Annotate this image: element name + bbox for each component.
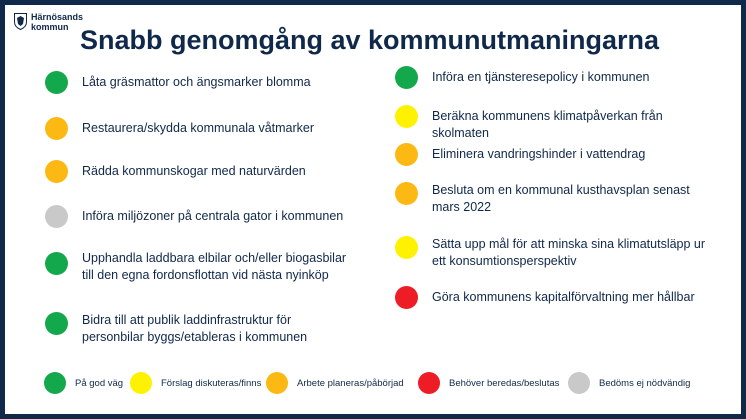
item-text: Sätta upp mål för att minska sina klimatutsläpp ur ett konsumtionsperspektiv	[432, 237, 706, 268]
item-text: Införa miljözoner på centrala gator i kommunen	[82, 209, 344, 223]
status-dot-icon	[395, 66, 418, 89]
status-dot-icon	[395, 236, 418, 259]
item-text: Bidra till att publik laddinfrastruktur för personbilar byggs/etableras i kommunen	[82, 313, 308, 344]
status-dot-icon	[395, 182, 418, 205]
status-dot-icon	[130, 372, 152, 394]
list-item	[395, 182, 712, 216]
list-item	[395, 236, 712, 270]
status-dot-icon	[45, 205, 68, 228]
status-dot-icon	[266, 372, 288, 394]
item-text: Upphandla laddbara elbilar och/eller biogasbilar till den egna fordonsflottan vid nästa nyinköp	[82, 251, 347, 282]
item-text: Restaurera/skydda kommunala våtmarker	[82, 121, 315, 135]
coat-of-arms-icon	[14, 13, 27, 30]
status-dot-icon	[45, 71, 68, 94]
item-text: Införa en tjänsteresepolicy i kommunen	[432, 70, 650, 84]
list-item	[45, 160, 352, 183]
status-dot-icon	[45, 117, 68, 140]
list-item	[395, 105, 712, 142]
legend-label: Förslag diskuteras/finns	[161, 377, 262, 389]
status-dot-icon	[395, 105, 418, 128]
list-item	[45, 205, 352, 228]
status-dot-icon	[45, 160, 68, 183]
legend-label: Behöver beredas/beslutas	[449, 377, 560, 389]
status-dot-icon	[395, 143, 418, 166]
list-item	[395, 286, 712, 309]
item-text: Eliminera vandringshinder i vattendrag	[432, 147, 646, 161]
item-text: Besluta om en kommunal kusthavsplan senast mars 2022	[432, 183, 690, 214]
status-dot-icon	[395, 286, 418, 309]
list-item	[395, 66, 712, 89]
status-dot-icon	[418, 372, 440, 394]
slide	[5, 5, 741, 414]
legend-item	[130, 372, 261, 394]
legend-item	[418, 372, 559, 394]
logo-line-2: kommun	[31, 22, 69, 32]
legend-item	[44, 372, 123, 394]
list-item	[45, 117, 352, 140]
list-item	[395, 143, 712, 166]
legend-label: På god väg	[75, 377, 124, 389]
legend-label: Arbete planeras/påbörjad	[297, 377, 404, 389]
item-text: Rädda kommunskogar med naturvärden	[82, 164, 306, 178]
list-item	[45, 71, 352, 94]
item-text: Låta gräsmattor och ängsmarker blomma	[82, 75, 311, 89]
list-item	[45, 252, 352, 284]
item-text: Göra kommunens kapitalförvaltning mer hållbar	[432, 290, 695, 304]
page-title: Snabb genomgång av kommunutmaningarna	[80, 25, 660, 55]
status-dot-icon	[45, 252, 68, 275]
status-dot-icon	[44, 372, 66, 394]
logo-line-1: Härnösands	[31, 12, 84, 22]
status-dot-icon	[568, 372, 590, 394]
item-text: Beräkna kommunens klimatpåverkan från skolmaten	[432, 109, 663, 140]
legend-item	[568, 372, 690, 394]
status-dot-icon	[45, 312, 68, 335]
legend-item	[266, 372, 404, 394]
legend-label: Bedöms ej nödvändig	[599, 377, 691, 389]
list-item	[45, 312, 352, 346]
